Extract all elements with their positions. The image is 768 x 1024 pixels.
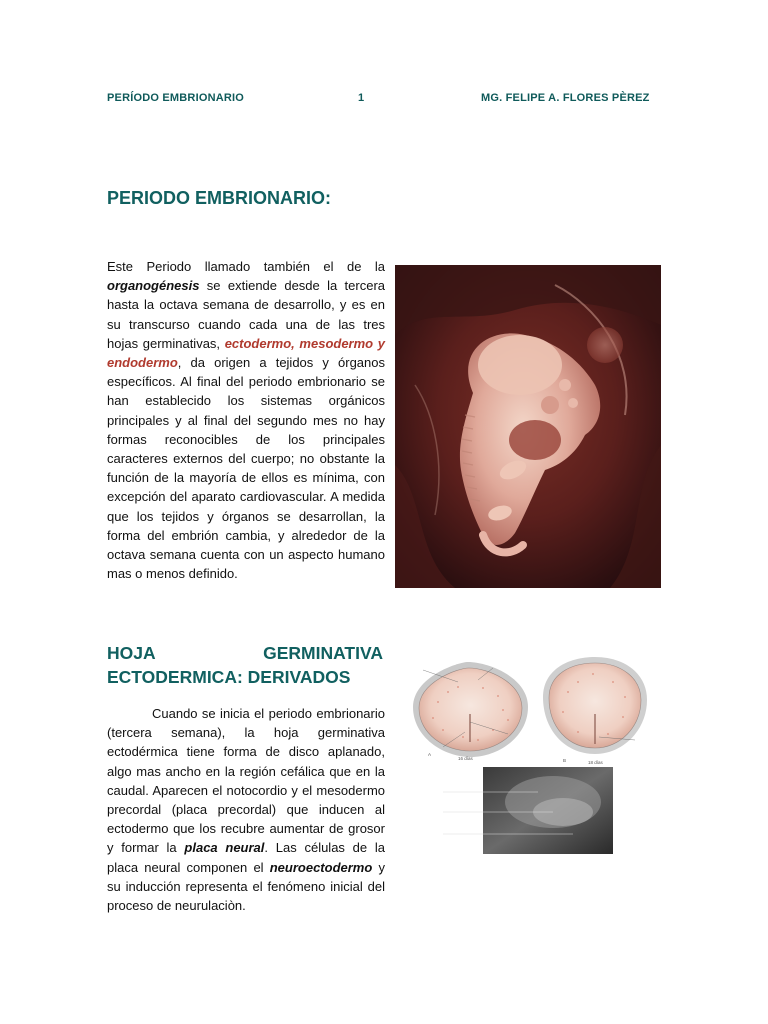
heading-line2: ECTODERMICA: DERIVADOS <box>107 667 351 687</box>
disc-a-drawing <box>413 662 528 761</box>
days-b: 18 días <box>588 760 603 765</box>
intro-text-a: Este Periodo llamado también el de la <box>107 259 385 274</box>
term-neuroectodermo: neuroectodermo <box>269 859 373 875</box>
label-b: B <box>563 758 567 763</box>
term-organogenesis: organogénesis <box>107 278 200 294</box>
intro-text-e: , da origen a tejidos y órganos específicos. Al final del periodo embrionario se han establecido los sistemas orgánicos principales y al final del segundo mes no hay formas reconocibles de los principales caracteres externos del cuerpo; no obstante la función de la mayoría de ellos es mínima, con excepción del aparato cardiovascular. A medida que los tejidos y órganos se desarrollan, la forma del embrión cambia, y alrededor de la octava semana cuenta con un aspecto humano mas o menos definido. <box>107 355 385 582</box>
embryo-photo <box>395 265 661 588</box>
label-a: A <box>428 752 432 757</box>
term-germ-layers: ectodermo, mesodermo y endodermo <box>107 335 385 371</box>
intro-paragraph <box>107 257 385 583</box>
ectoderm-text-a: Cuando se inicia el periodo embrionario (tercera semana), la hoja germinativa ectodérmica tiene forma de disco aplanado, algo mas ancho en la región cefálica que en la caudal. Aparecen el notocordio y el mesodermo precordal (placa precordal) que inducen al ectodermo que los recubre aumentar de grosor y formar la <box>107 706 385 856</box>
section-heading-ectoderm <box>107 641 383 689</box>
days-a: 16 días <box>458 756 473 761</box>
term-placa-neural: placa neural <box>184 840 265 856</box>
micrograph-image <box>443 767 613 854</box>
header-left: PERÍODO EMBRIONARIO <box>107 92 245 104</box>
disc-b-drawing <box>543 657 647 765</box>
ectoderm-paragraph <box>107 704 385 915</box>
heading-word-hoja: HOJA <box>107 643 156 663</box>
ectoderm-text-e: y su inducción representa el fenómeno inicial del proceso de neurulaciòn. <box>107 859 385 914</box>
page-number: 1 <box>358 92 365 104</box>
header-author: MG. FELIPE A. FLORES PÈREZ <box>481 92 650 104</box>
intro-text-c: se extiende desde la tercera hasta la octava semana de desarrollo, y es en su transcurso cuando cada una de las tres hojas germinativas, <box>107 278 385 351</box>
page-title: PERIODO EMBRIONARIO: <box>107 188 332 208</box>
embryonic-disc-figure <box>403 652 665 857</box>
ectoderm-text-c: . Las células de la placa neural componen el <box>107 840 385 875</box>
heading-word-germinativa: GERMINATIVA <box>263 643 383 663</box>
